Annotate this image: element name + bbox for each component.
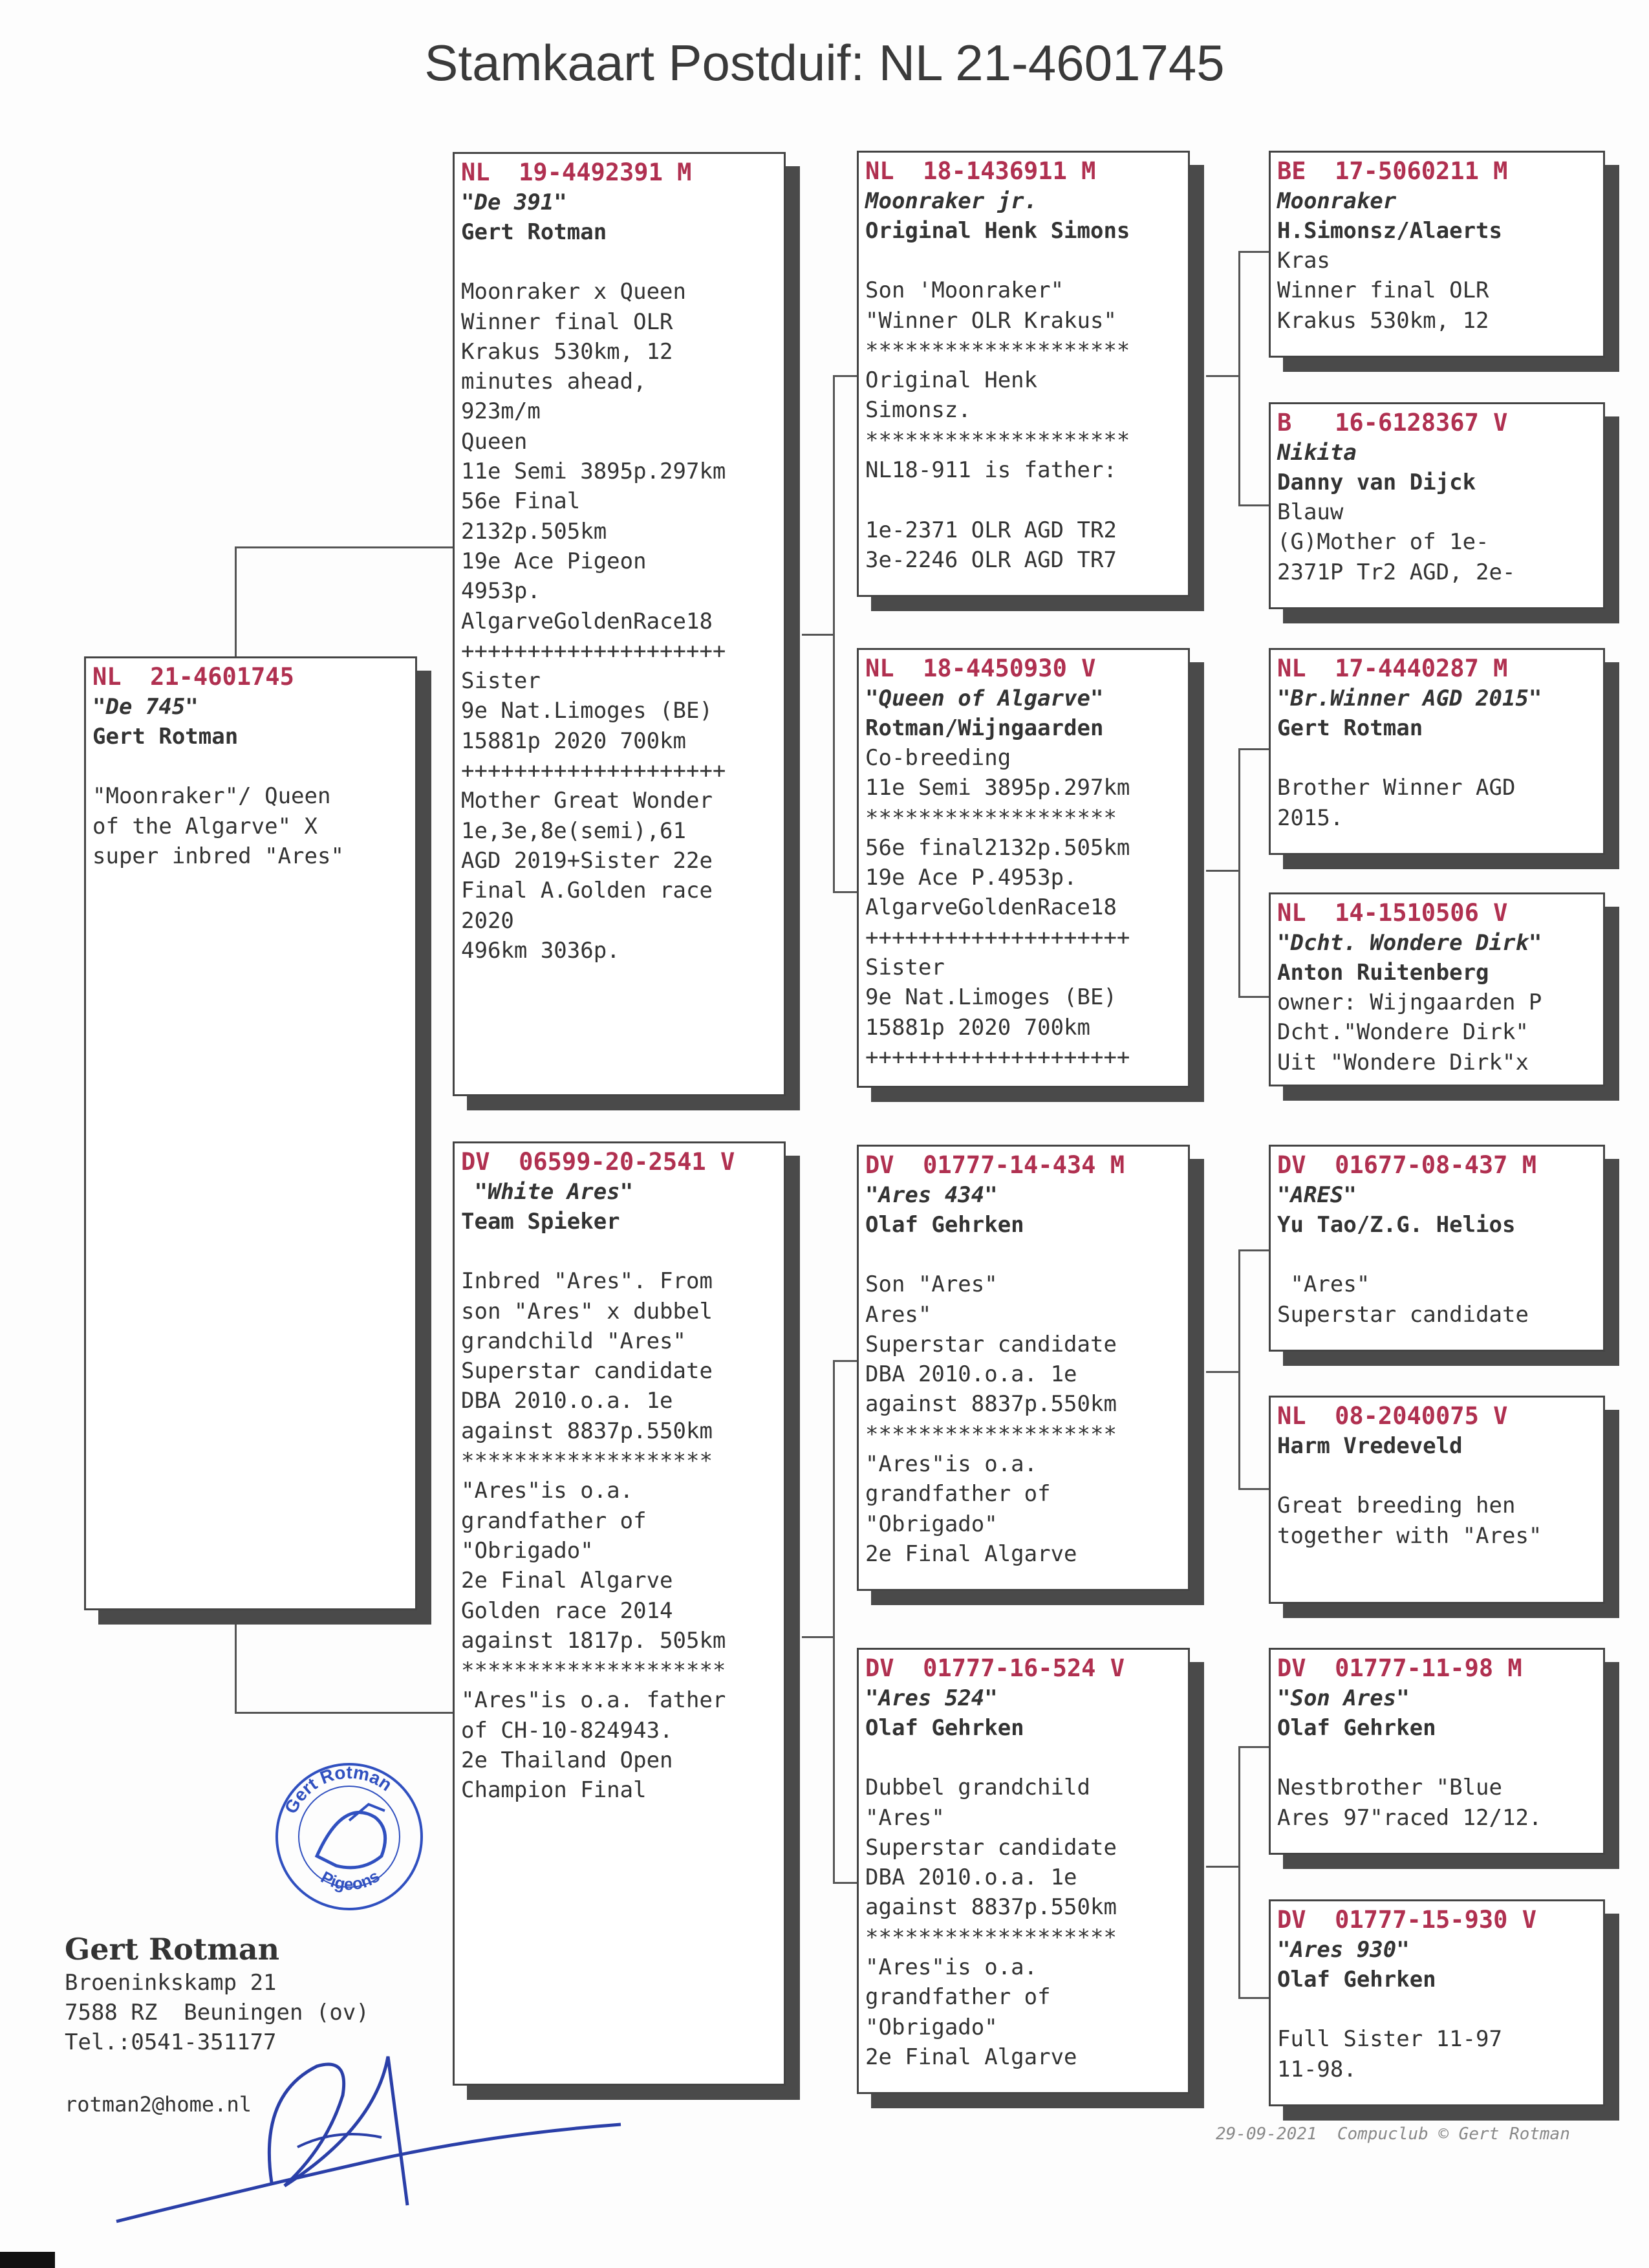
connector-line: [1238, 1997, 1271, 1999]
pedigree-card-father: [453, 152, 786, 1096]
connector-line: [1238, 504, 1271, 506]
pigeon-owner: Gert Rotman: [461, 219, 607, 245]
pigeon-notes: Blauw (G)Mother of 1e- 2371P Tr2 AGD, 2e-: [1277, 499, 1516, 585]
ring-number: DV 06599-20-2541 V: [461, 1148, 735, 1176]
pigeon-notes: owner: Wijngaarden P Dcht."Wondere Dirk" Uit "Wondere Dirk"x: [1277, 989, 1542, 1075]
pigeon-name: "Ares 434": [865, 1182, 998, 1208]
footer-credit: 29-09-2021 Compuclub © Gert Rotman: [1216, 2124, 1570, 2144]
pigeon-name: "De 745": [92, 694, 199, 720]
pigeon-notes: Inbred "Ares". From son "Ares" x dubbel grandchild "Ares" Superstar candidate DBA 2010.o.a. 1e against 8837p.550km ******************* "Ares"is o.a. grandfather of "Obrigado" 2e Final Algarve Golden race 2014 against 1817p. 505km ******************** "Ares"is o.a. father of CH-10-824943. 2e Thailand Open Champion Final: [461, 1268, 726, 1804]
pigeon-name: "Br.Winner AGD 2015": [1277, 686, 1542, 711]
pigeon-notes: Co-breeding 11e Semi 3895p.297km ******************* 56e final2132p.505km 19e Ace P.4953p. AlgarveGoldenRace18 ++++++++++++++++++++ Sister 9e Nat.Limoges (BE) 15881p 2020 700km ++++++++++++++++++++: [865, 745, 1130, 1070]
connector-line: [235, 546, 455, 548]
connector-line: [833, 1360, 835, 1884]
ring-number: NL 08-2040075 V: [1277, 1402, 1508, 1430]
pigeon-owner: Gert Rotman: [92, 724, 239, 750]
pigeon-name: "White Ares": [461, 1179, 634, 1205]
ring-number: NL 21-4601745: [92, 663, 294, 691]
pedigree-card-fm-father: [1269, 648, 1605, 855]
pigeon-name: Nikita: [1277, 440, 1357, 466]
connector-line: [1238, 251, 1240, 506]
connector-line: [1238, 1488, 1271, 1490]
pigeon-notes: Moonraker x Queen Winner final OLR Krakus 530km, 12 minutes ahead, 923m/m Queen 11e Semi 3895p.297km 56e Final 2132p.505km 19e Ace Pigeon 4953p. AlgarveGoldenRace18 ++++++++++++++++++++ Sister 9e Nat.Limoges (BE) 15881p 2020 700km ++++++++++++++++++++ Mother Great Wonder 1e,3e,8e(semi),61 AGD 2019+Sister 22e Final A.Golden race 2020 496km 3036p.: [461, 279, 726, 964]
connector-line: [1206, 375, 1240, 377]
pedigree-card-father-mother: [857, 648, 1190, 1088]
ring-number: DV 01777-11-98 M: [1277, 1654, 1522, 1682]
pigeon-owner: Original Henk Simons: [865, 218, 1130, 244]
connector-line: [833, 375, 859, 377]
pigeon-owner: Olaf Gehrken: [1277, 1715, 1436, 1741]
connector-line: [1238, 748, 1240, 997]
pedigree-card-subject: [84, 656, 417, 1610]
connector-line: [1238, 1249, 1240, 1490]
ring-number: DV 01777-15-930 V: [1277, 1906, 1536, 1934]
connector-line: [235, 1712, 455, 1714]
ring-number: B 16-6128367 V: [1277, 409, 1508, 437]
ring-number: BE 17-5060211 M: [1277, 157, 1508, 185]
ring-number: DV 01677-08-437 M: [1277, 1151, 1536, 1179]
ring-number: NL 14-1510506 V: [1277, 899, 1508, 927]
pigeon-name: "Queen of Algarve": [865, 686, 1104, 711]
connector-line: [802, 634, 834, 636]
pedigree-card-mf-father: [1269, 1145, 1605, 1352]
connector-line: [1238, 1746, 1271, 1748]
pigeon-owner: Olaf Gehrken: [1277, 1967, 1436, 1993]
pigeon-owner: Anton Ruitenberg: [1277, 960, 1489, 986]
breeder-stamp: [272, 1759, 427, 1914]
connector-line: [1206, 870, 1240, 872]
ring-number: NL 17-4440287 M: [1277, 654, 1508, 682]
ring-number: NL 19-4492391 M: [461, 158, 692, 186]
breeder-city: 7588 RZ Beuningen (ov): [65, 2000, 369, 2025]
pigeon-owner: Olaf Gehrken: [865, 1212, 1024, 1238]
pigeon-notes: Nestbrother "Blue Ares 97"raced 12/12.: [1277, 1775, 1542, 1831]
pigeon-name: "De 391": [461, 189, 567, 215]
connector-line: [1238, 1746, 1240, 1998]
pigeon-notes: Brother Winner AGD 2015.: [1277, 775, 1516, 831]
connector-line: [833, 1882, 859, 1884]
connector-line: [1238, 748, 1271, 750]
connector-line: [1206, 1866, 1240, 1868]
connector-line: [1238, 996, 1271, 998]
pigeon-name: "Ares 930": [1277, 1937, 1410, 1963]
pedigree-card-fm-mother: [1269, 892, 1605, 1086]
pigeon-owner: Yu Tao/Z.G. Helios: [1277, 1212, 1516, 1238]
ring-number: NL 18-4450930 V: [865, 654, 1096, 682]
connector-line: [1206, 1371, 1240, 1373]
pedigree-card-mother: [453, 1141, 786, 2086]
pigeon-notes: "Moonraker"/ Queen of the Algarve" X super inbred "Ares": [92, 783, 344, 869]
connector-line: [1238, 1249, 1271, 1251]
pedigree-card-mother-father: [857, 1145, 1190, 1591]
pigeon-owner: H.Simonsz/Alaerts: [1277, 218, 1502, 244]
connector-line: [1238, 251, 1271, 253]
pigeon-owner: Olaf Gehrken: [865, 1715, 1024, 1741]
pedigree-card-mm-father: [1269, 1648, 1605, 1855]
ring-number: NL 18-1436911 M: [865, 157, 1096, 185]
pigeon-notes: Dubbel grandchild "Ares" Superstar candidate DBA 2010.o.a. 1e against 8837p.550km ******************* "Ares"is o.a. grandfather of "Obrigado" 2e Final Algarve: [865, 1775, 1117, 2070]
connector-line: [833, 891, 859, 893]
breeder-email: rotman2@home.nl: [65, 2092, 252, 2117]
pigeon-notes: Full Sister 11-97 11-98.: [1277, 2026, 1502, 2082]
pigeon-owner: Rotman/Wijngaarden: [865, 715, 1104, 741]
pigeon-notes: Kras Winner final OLR Krakus 530km, 12: [1277, 248, 1489, 334]
handwritten-signature: [103, 2050, 673, 2238]
pedigree-card-mm-mother: [1269, 1899, 1605, 2106]
breeder-address: [65, 1930, 369, 2057]
breeder-name: Gert Rotman: [65, 1932, 280, 1967]
pigeon-owner: Harm Vredeveld: [1277, 1433, 1463, 1459]
breeder-phone: Tel.:0541-351177: [65, 2029, 277, 2055]
connector-line: [235, 1612, 237, 1714]
pigeon-owner: Danny van Dijck: [1277, 470, 1476, 495]
pigeon-notes: Great breeding hen together with "Ares": [1277, 1493, 1542, 1549]
pigeon-notes: Son "Ares" Ares" Superstar candidate DBA 2010.o.a. 1e against 8837p.550km ******************* "Ares"is o.a. grandfather of "Obrigado" 2e Final Algarve: [865, 1271, 1117, 1567]
pigeon-name: Moonraker: [1277, 188, 1397, 214]
connector-line: [833, 1360, 859, 1362]
pigeon-name: "ARES": [1277, 1182, 1357, 1208]
pedigree-card-ff-father: [1269, 151, 1605, 358]
pedigree-card-mother-mother: [857, 1648, 1190, 2094]
pigeon-notes: Son 'Moonraker" "Winner OLR Krakus" ******************** Original Henk Simonsz. ******************** NL18-911 is father: 1e-2371 OLR AGD TR2 3e-2246 OLR AGD TR7: [865, 277, 1130, 573]
pigeon-name: "Son Ares": [1277, 1685, 1410, 1711]
pedigree-card-mf-mother: [1269, 1396, 1605, 1604]
scan-corner-mark: [0, 2252, 55, 2268]
stamp-text-bottom: Pigeons: [318, 1866, 383, 1894]
ring-number: DV 01777-14-434 M: [865, 1151, 1125, 1179]
connector-line: [235, 546, 237, 660]
pigeon-owner: Gert Rotman: [1277, 715, 1423, 741]
ring-number: DV 01777-16-524 V: [865, 1654, 1125, 1682]
pedigree-card-father-father: [857, 151, 1190, 597]
pigeon-name: "Dcht. Wondere Dirk": [1277, 930, 1542, 956]
connector-line: [802, 1636, 834, 1638]
pedigree-card-ff-mother: [1269, 402, 1605, 609]
pigeon-owner: Team Spieker: [461, 1209, 620, 1235]
pigeon-name: "Ares 524": [865, 1685, 998, 1711]
breeder-street: Broeninkskamp 21: [65, 1970, 277, 1996]
pigeon-name: Moonraker jr.: [865, 188, 1038, 214]
page-title: Stamkaart Postduif: NL 21-4601745: [424, 34, 1225, 91]
svg-text:Pigeons: [318, 1866, 383, 1894]
pigeon-notes: "Ares" Superstar candidate: [1277, 1271, 1529, 1328]
stamp-text-top: Gert Rotman: [280, 1762, 396, 1817]
